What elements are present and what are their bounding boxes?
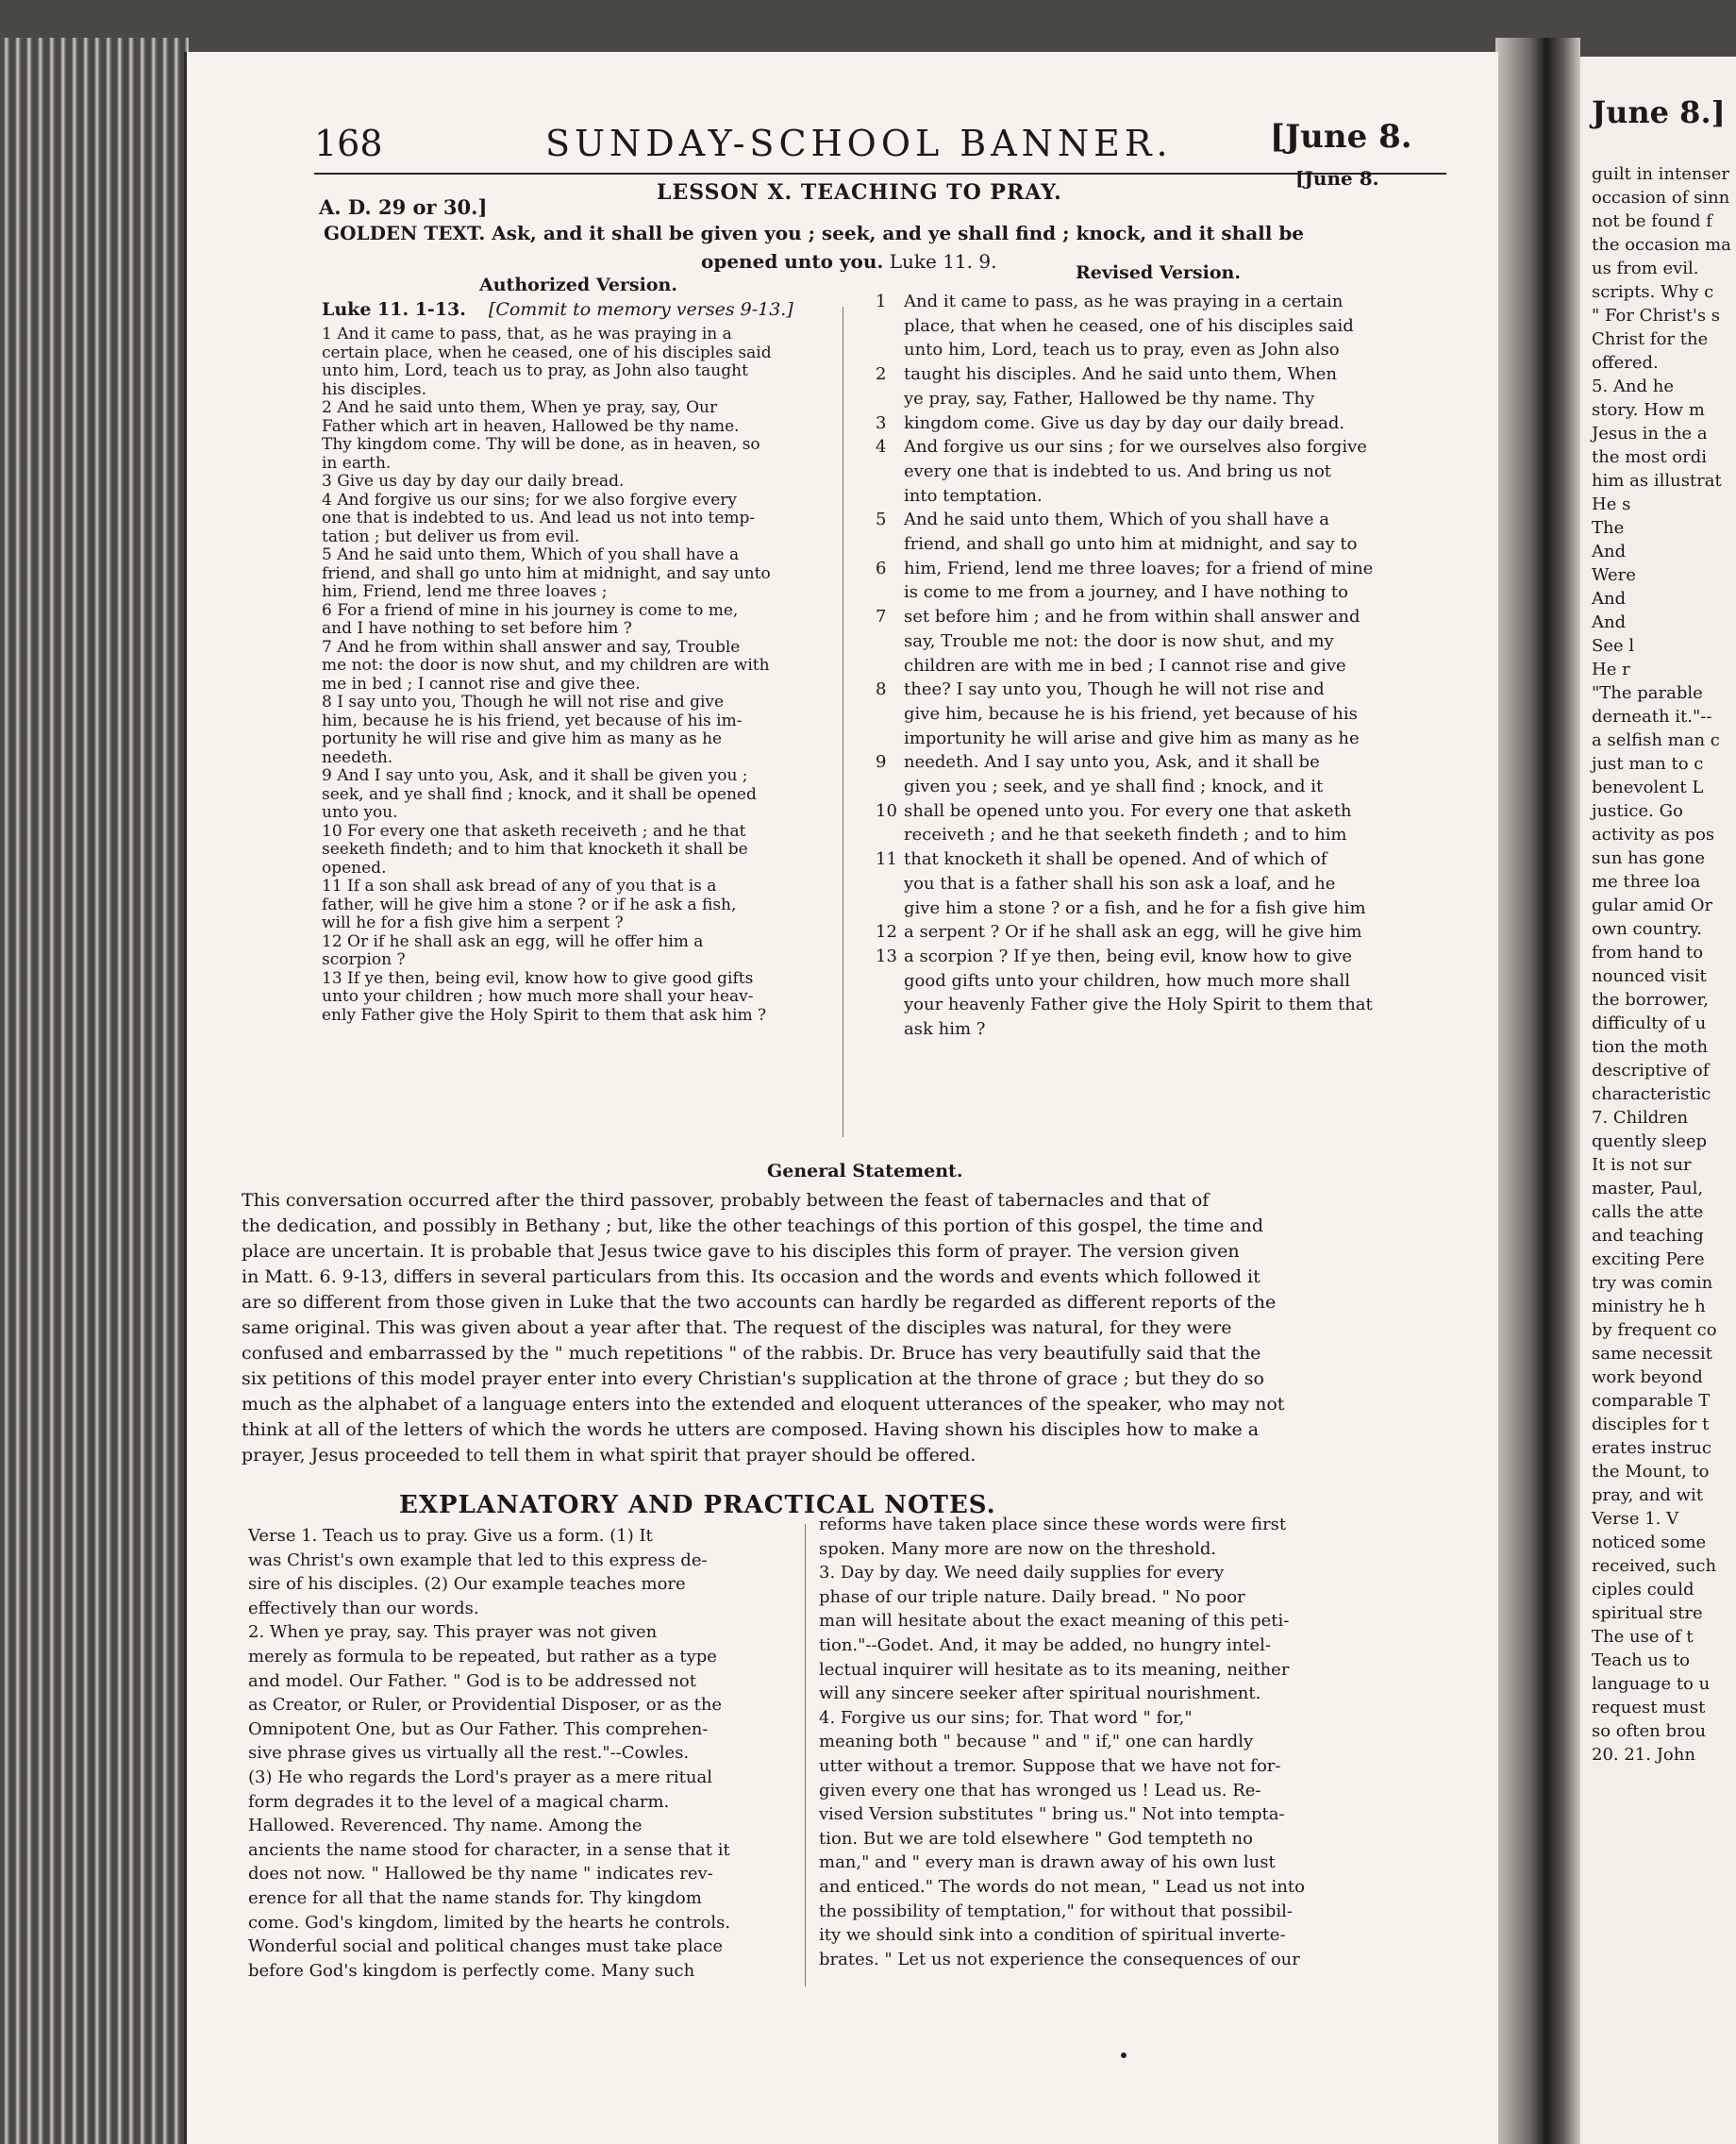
notes-line: phase of our triple nature. Daily bread. " No poor <box>819 1586 1245 1607</box>
authorized-line: in earth. <box>322 453 392 473</box>
right-page-line: It is not sur <box>1592 1155 1692 1175</box>
revised-line-text: kingdom come. Give us day by day our daily bread. <box>904 412 1345 433</box>
book-spine <box>0 38 189 2144</box>
general-statement-line: prayer, Jesus proceeded to tell them in what spirit that prayer should be offered. <box>242 1445 976 1466</box>
revised-line <box>876 823 1373 847</box>
revised-line <box>876 654 1373 678</box>
authorized-line: scorpion ? <box>322 950 406 969</box>
revised-line-text: And forgive us our sins ; for we ourselves also forgive <box>904 437 1367 458</box>
verse-number <box>876 775 904 799</box>
notes-line: Hallowed. Reverenced. Thy name. Among the <box>248 1816 643 1836</box>
lesson-date: A. D. 29 or 30.] <box>319 195 488 219</box>
revised-line <box>876 387 1373 411</box>
general-statement-line: confused and embarrassed by the " much repetitions " of the rabbis. Dr. Bruce has very beautifully said that the <box>242 1343 1261 1364</box>
revised-line <box>876 1017 1373 1042</box>
golden-text-ref: Luke 11. 9. <box>889 250 997 273</box>
notes-line: lectual inquirer will hesitate as to its meaning, neither <box>819 1659 1290 1680</box>
right-page-line: received, such <box>1592 1556 1717 1576</box>
authorized-line: 13 If ye then, being evil, know how to give good gifts <box>322 968 754 988</box>
notes-line: 2. When ye pray, say. This prayer was not given <box>248 1622 658 1643</box>
right-page-line: He s <box>1592 494 1631 514</box>
right-page-line: Teach us to <box>1592 1650 1691 1670</box>
right-page-line: work beyond <box>1592 1367 1703 1387</box>
notes-line: man," and " every man is drawn away of his own lust <box>819 1852 1276 1873</box>
header-rule <box>314 173 1446 175</box>
verse-number: 8 <box>876 679 887 700</box>
right-page-line: 20. 21. John <box>1592 1745 1695 1765</box>
revised-line <box>876 290 1373 314</box>
revised-line-text: ye pray, say, Father, Hallowed be thy name. Thy <box>904 388 1315 409</box>
right-page-line: pray, and wit <box>1592 1485 1704 1505</box>
revised-line-text: give him, because he is his friend, yet because of his <box>904 703 1358 724</box>
right-running-date: June 8.] <box>1592 94 1726 130</box>
notes-line: tion."--Godet. And, it may be added, no hungry intel- <box>819 1634 1271 1655</box>
right-page-line: him as illustrat <box>1592 471 1722 491</box>
revised-line-text: every one that is indebted to us. And bring us not <box>904 461 1332 481</box>
authorized-line: 11 If a son shall ask bread of any of you that is a <box>322 877 717 896</box>
notes-line: will any sincere seeker after spiritual nourishment. <box>819 1683 1261 1704</box>
authorized-line: me in bed ; I cannot rise and give thee. <box>322 674 641 694</box>
right-page-line: the occasion ma <box>1592 235 1731 255</box>
right-page-line: story. How m <box>1592 400 1705 420</box>
verse-number <box>876 969 904 994</box>
revised-line-text: is come to me from a journey, and I have nothing to <box>904 582 1348 603</box>
general-statement-line: much as the alphabet of a language enters into the extended and eloquent utterances of the speaker, who may not <box>242 1394 1285 1415</box>
verse-number: 5 <box>876 510 887 530</box>
revised-line <box>876 362 1373 387</box>
right-page-line: and teaching <box>1592 1226 1704 1246</box>
notes-line: man will hesitate about the exact meaning of this peti- <box>819 1611 1290 1632</box>
authorized-line: him, because he is his friend, yet because of his im- <box>322 711 743 730</box>
verse-number <box>876 727 904 751</box>
revised-line-text: thee? I say unto you, Though he will not rise and <box>904 679 1325 700</box>
verse-number <box>876 460 904 484</box>
general-statement-line: This conversation occurred after the third passover, probably between the feast of tabernacles and that of <box>242 1190 1210 1211</box>
right-page-line: calls the atte <box>1592 1202 1704 1222</box>
authorized-line: me not: the door is now shut, and my children are with <box>322 656 770 675</box>
lesson-title: LESSON X. TEACHING TO PRAY. <box>657 180 1062 205</box>
revised-line <box>876 605 1373 629</box>
verse-number <box>876 993 904 1017</box>
notes-line: 3. Day by day. We need daily supplies for every <box>819 1563 1225 1583</box>
revised-line <box>876 945 1373 969</box>
verse-number <box>876 532 904 557</box>
authorized-line: 4 And forgive us our sins; for we also forgive every <box>322 490 738 510</box>
right-page-line: spiritual stre <box>1592 1603 1703 1623</box>
right-page-line: guilt in intenser <box>1592 164 1729 184</box>
right-page-line: scripts. Why c <box>1592 282 1714 302</box>
right-page-line: Christ for the <box>1592 329 1709 349</box>
authorized-line: friend, and shall go unto him at midnight, and say unto <box>322 563 771 583</box>
revised-line <box>876 508 1373 532</box>
ink-speck <box>1121 2052 1127 2058</box>
notes-line: (3) He who regards the Lord's prayer as a mere ritual <box>248 1767 712 1787</box>
authorized-line: 12 Or if he shall ask an egg, will he offer him a <box>322 931 704 951</box>
general-statement-line: in Matt. 6. 9-13, differs in several particulars from this. Its occasion and the words and events which followed it <box>242 1266 1260 1287</box>
right-page-line: And <box>1592 589 1627 609</box>
right-page-line: so often brou <box>1592 1721 1707 1741</box>
right-page-line: benevolent L <box>1592 778 1704 797</box>
revised-line <box>876 580 1373 605</box>
left-page <box>184 52 1498 2144</box>
verse-number: 12 <box>876 922 897 943</box>
notes-line: sive phrase gives us virtually all the rest."--Cowles. <box>248 1743 690 1764</box>
revised-line-text: into temptation. <box>904 485 1043 506</box>
notes-line: ancients the name stood for character, in a sense that it <box>248 1839 730 1860</box>
right-page-line: not be found f <box>1592 211 1712 231</box>
notes-line: form degrades it to the level of a magical charm. <box>248 1791 670 1812</box>
revised-line-text: your heavenly Father give the Holy Spirit to them that <box>904 995 1373 1015</box>
right-page-line: 5. And he <box>1592 377 1674 396</box>
right-page-line: exciting Pere <box>1592 1249 1705 1269</box>
revised-line-text: needeth. And I say unto you, Ask, and it shall be <box>904 752 1320 773</box>
revised-line <box>876 727 1373 751</box>
authorized-line: enly Father give the Holy Spirit to them that ask him ? <box>322 1005 767 1025</box>
notes-line: before God's kingdom is perfectly come. Many such <box>248 1960 695 1981</box>
right-page-line: offered. <box>1592 353 1659 373</box>
right-page-line: activity as pos <box>1592 825 1715 845</box>
page-number: 168 <box>314 123 383 164</box>
right-page-line: the Mount, to <box>1592 1462 1710 1482</box>
right-page-text <box>1592 162 1731 1767</box>
revised-line <box>876 314 1373 339</box>
right-page-line: comparable T <box>1592 1391 1711 1411</box>
notes-line: was Christ's own example that led to this express de- <box>248 1549 708 1570</box>
notes-line: as Creator, or Ruler, or Providential Disposer, or as the <box>248 1695 723 1716</box>
authorized-line: unto your children ; how much more shall your heav- <box>322 987 754 1006</box>
golden-text-line1: Ask, and it shall be given you ; seek, and ye shall find ; knock, and it shall be <box>492 222 1305 244</box>
right-page-line: ministry he h <box>1592 1297 1706 1316</box>
revised-line <box>876 629 1373 654</box>
right-page-line: us from evil. <box>1592 259 1699 278</box>
revised-line <box>876 435 1373 460</box>
authorized-line: 9 And I say unto you, Ask, and it shall be given you ; <box>322 766 748 785</box>
running-date: [June 8. <box>1270 118 1412 156</box>
right-page-line: try was comin <box>1592 1273 1713 1293</box>
notes-line: brates. " Let us not experience the consequences of our <box>819 1949 1300 1969</box>
general-statement-line: are so different from those given in Luke that the two accounts can hardly be regarded as different reports of the <box>242 1292 1277 1313</box>
right-page-line: noticed some <box>1592 1533 1707 1552</box>
verse-number <box>876 702 904 727</box>
verse-number <box>876 338 904 362</box>
verse-number: 4 <box>876 437 887 458</box>
notes-line: ity we should sink into a condition of spiritual inverte- <box>819 1925 1286 1946</box>
notes-right-column <box>819 1513 1305 1971</box>
right-page-line: just man to c <box>1592 754 1704 774</box>
general-statement-line: same original. This was given about a year after that. The request of the disciples was natural, for they were <box>242 1317 1232 1338</box>
authorized-line: 1 And it came to pass, that, as he was praying in a <box>322 325 732 343</box>
revised-line <box>876 799 1373 824</box>
right-page-line: erates instruc <box>1592 1438 1711 1458</box>
right-page-line: derneath it."-- <box>1592 707 1712 727</box>
authorized-line: 8 I say unto you, Though he will not rise and give <box>322 693 725 712</box>
right-page-line: The <box>1592 518 1625 538</box>
golden-text-label: GOLDEN TEXT. <box>324 222 486 244</box>
authorized-heading: Authorized Version. <box>479 275 677 295</box>
verse-number <box>876 314 904 339</box>
revised-line <box>876 460 1373 484</box>
notes-line: utter without a tremor. Suppose that we have not for- <box>819 1755 1281 1776</box>
notes-line: does not now. " Hallowed be thy name " indicates rev- <box>248 1864 713 1884</box>
right-page-line: occasion of sinn <box>1592 188 1730 208</box>
notes-line: reforms have taken place since these words were first <box>819 1515 1287 1534</box>
verse-number: 13 <box>876 946 897 966</box>
revised-text <box>876 290 1373 1042</box>
right-page-line: He r <box>1592 660 1630 679</box>
authorized-line: seeketh findeth; and to him that knocketh it shall be <box>322 840 748 859</box>
authorized-line: 7 And he from within shall answer and say, Trouble <box>322 637 741 657</box>
right-page-line: descriptive of <box>1592 1061 1710 1080</box>
authorized-line: and I have nothing to set before him ? <box>322 619 632 638</box>
authorized-line: 5 And he said unto them, Which of you shall have a <box>322 545 740 564</box>
revised-line <box>876 532 1373 557</box>
authorized-line: opened. <box>322 858 387 878</box>
right-page-line: sun has gone <box>1592 848 1706 868</box>
authorized-line: certain place, when he ceased, one of his disciples said <box>322 343 772 362</box>
verse-number <box>876 484 904 509</box>
right-page-line: The use of t <box>1592 1627 1694 1647</box>
notes-divider <box>805 1524 806 1986</box>
verse-number: 2 <box>876 364 887 385</box>
general-statement-text <box>242 1188 1284 1468</box>
right-page-line: tion the moth <box>1592 1037 1709 1057</box>
authorized-line: 10 For every one that asketh receiveth ; and he that <box>322 821 746 841</box>
scan-background <box>0 0 1736 57</box>
general-statement-line: six petitions of this model prayer enter into every Christian's supplication at the throne of grace ; but they do so <box>242 1368 1264 1389</box>
notes-line: erence for all that the name stands for. Thy kingdom <box>248 1887 702 1908</box>
right-page-line: Were <box>1592 565 1636 585</box>
authorized-line: 6 For a friend of mine in his journey is come to me, <box>322 600 739 620</box>
right-page-line: 7. Children <box>1592 1108 1689 1128</box>
notes-line: sire of his disciples. (2) Our example teaches more <box>248 1574 686 1595</box>
authorized-text <box>322 326 812 1025</box>
authorized-line: unto you. <box>322 803 398 822</box>
revised-line-text: children are with me in bed ; I cannot rise and give <box>904 655 1346 676</box>
authorized-line: his disciples. <box>322 379 427 399</box>
right-page-line: disciples for t <box>1592 1415 1710 1434</box>
revised-line-text: And it came to pass, as he was praying in a certain <box>904 292 1344 311</box>
verse-number: 9 <box>876 752 887 773</box>
verse-number: 1 <box>876 292 887 311</box>
right-page-line: by frequent co <box>1592 1320 1717 1340</box>
notes-line: Verse 1. Teach us to pray. Give us a form. (1) It <box>248 1526 653 1546</box>
authorized-line: portunity he will rise and give him as many as he <box>322 729 723 748</box>
revised-line-text: friend, and shall go unto him at midnight, and say to <box>904 534 1358 555</box>
general-statement-heading: General Statement. <box>767 1161 963 1181</box>
right-page-line: difficulty of u <box>1592 1013 1707 1033</box>
revised-line <box>876 775 1373 799</box>
revised-line-text: And he said unto them, Which of you shall have a <box>904 510 1329 530</box>
notes-line: and enticed." The words do not mean, " Lead us not into <box>819 1876 1305 1897</box>
verse-number <box>876 654 904 678</box>
right-page-line: nounced visit <box>1592 966 1707 986</box>
authorized-line: one that is indebted to us. And lead us not into temp- <box>322 509 756 528</box>
notes-line: vised Version substitutes " bring us." Not into tempta- <box>819 1804 1285 1825</box>
revised-line-text: unto him, Lord, teach us to pray, even as John also <box>904 340 1340 360</box>
verse-number: 6 <box>876 558 887 578</box>
authorized-line: 3 Give us day by day our daily bread. <box>322 472 625 491</box>
revised-line-text: importunity he will arise and give him as many as he <box>904 728 1360 748</box>
golden-text-line2: opened unto you. <box>701 250 884 273</box>
revised-line-text: you that is a father shall his son ask a loaf, and he <box>904 873 1336 894</box>
notes-line: Omnipotent One, but as Our Father. This comprehen- <box>248 1718 709 1739</box>
revised-line <box>876 557 1373 581</box>
revised-line-text: receiveth ; and he that seeketh findeth ; and to him <box>904 825 1347 846</box>
notes-left-column <box>248 1524 730 1983</box>
notes-line: merely as formula to be repeated, but rather as a type <box>248 1646 717 1667</box>
right-page-line: And <box>1592 612 1627 632</box>
revised-line-text: a serpent ? Or if he shall ask an egg, will he give him <box>904 922 1362 943</box>
revised-line-text: set before him ; and he from within shall answer and <box>904 607 1360 628</box>
right-page-line: own country. <box>1592 919 1702 939</box>
right-page-line: me three loa <box>1592 872 1701 892</box>
notes-line: come. God's kingdom, limited by the hearts he controls. <box>248 1912 731 1933</box>
verse-number: 11 <box>876 849 897 870</box>
right-page-line: " For Christ's s <box>1592 306 1721 326</box>
right-page-line: master, Paul, <box>1592 1179 1704 1198</box>
revised-line-text: shall be opened unto you. For every one that asketh <box>904 800 1352 821</box>
right-page-line: See l <box>1592 636 1635 656</box>
verse-number <box>876 872 904 896</box>
general-statement-line: the dedication, and possibly in Bethany ; but, like the other teachings of this portion of this gospel, the time and <box>242 1215 1264 1236</box>
revised-line <box>876 969 1373 994</box>
revised-line <box>876 896 1373 921</box>
right-page-line: language to u <box>1592 1674 1711 1694</box>
verse-number: 3 <box>876 412 887 433</box>
revised-line <box>876 750 1373 775</box>
right-page-line: "The parable <box>1592 683 1703 703</box>
notes-line: spoken. Many more are now on the threshold. <box>819 1538 1217 1559</box>
right-page-line: Verse 1. V <box>1592 1509 1679 1529</box>
general-statement-line: place are uncertain. It is probable that Jesus twice gave to his disciples this form of prayer. The version given <box>242 1241 1240 1262</box>
verse-number: 10 <box>876 800 897 821</box>
authorized-line: Father which art in heaven, Hallowed be thy name. <box>322 416 740 436</box>
right-page-line: characteristic <box>1592 1084 1711 1104</box>
verse-number <box>876 580 904 605</box>
notes-line: effectively than our words. <box>248 1598 479 1618</box>
right-page-line: justice. Go <box>1592 801 1683 821</box>
revised-line <box>876 872 1373 896</box>
authorized-ref: Luke 11. 1-13. <box>322 299 466 320</box>
revised-line-text: place, that when he ceased, one of his disciples said <box>904 315 1354 336</box>
notes-line: meaning both " because " and " if," one can hardly <box>819 1732 1254 1752</box>
revised-line <box>876 338 1373 362</box>
notes-heading: EXPLANATORY AND PRACTICAL NOTES. <box>399 1491 996 1519</box>
revised-line-text: a scorpion ? If ye then, being evil, know how to give <box>904 946 1353 966</box>
authorized-line: father, will he give him a stone ? or if he ask a fish, <box>322 895 737 914</box>
authorized-line: 2 And he said unto them, When ye pray, say, Our <box>322 398 718 417</box>
revised-line <box>876 678 1373 702</box>
right-page-line: same necessit <box>1592 1344 1712 1364</box>
general-statement-line: think at all of the letters of which the words he utters are composed. Having shown his disciples how to make a <box>242 1419 1260 1440</box>
right-page-line: gular amid Or <box>1592 896 1713 915</box>
revised-line <box>876 993 1373 1017</box>
authorized-line: will he for a fish give him a serpent ? <box>322 913 624 932</box>
right-page-line: And <box>1592 542 1627 561</box>
verse-number <box>876 823 904 847</box>
revised-line-text: that knocketh it shall be opened. And of which of <box>904 849 1327 870</box>
running-head: SUNDAY-SCHOOL BANNER. <box>545 123 1173 164</box>
right-page-line: ciples could <box>1592 1580 1694 1600</box>
lesson-date-right: [June 8. <box>1295 167 1379 190</box>
revised-line-text: give him a stone ? or a fish, and he for a fish give him <box>904 897 1366 918</box>
revised-line-text: ask him ? <box>904 1019 986 1040</box>
revised-line-text: say, Trouble me not: the door is now shut, and my <box>904 630 1334 651</box>
notes-line: 4. Forgive us our sins; for. That word " for," <box>819 1707 1193 1728</box>
notes-line: and model. Our Father. " God is to be addressed not <box>248 1670 697 1691</box>
verse-number <box>876 387 904 411</box>
verse-number <box>876 896 904 921</box>
notes-line: Wonderful social and political changes must take place <box>248 1936 724 1957</box>
verse-number: 7 <box>876 607 887 628</box>
revised-line <box>876 920 1373 945</box>
notes-line: given every one that has wronged us ! Lead us. Re- <box>819 1780 1261 1801</box>
authorized-line: tation ; but deliver us from evil. <box>322 527 580 546</box>
authorized-line: unto him, Lord, teach us to pray, as John also taught <box>322 361 748 380</box>
verse-number <box>876 1017 904 1042</box>
revised-line-text: good gifts unto your children, how much more shall <box>904 970 1351 991</box>
right-page-line: a selfish man c <box>1592 730 1720 750</box>
revised-line <box>876 484 1373 509</box>
authorized-line: seek, and ye shall find ; knock, and it shall be opened <box>322 784 757 804</box>
revised-line <box>876 847 1373 872</box>
book-gutter <box>1495 38 1580 2144</box>
revised-line <box>876 411 1373 436</box>
authorized-line: Thy kingdom come. Thy will be done, as in heaven, so <box>322 435 760 454</box>
authorized-commit: [Commit to memory verses 9-13.] <box>488 299 793 320</box>
revised-heading: Revised Version. <box>1076 262 1241 283</box>
notes-line: the possibility of temptation," for without that possibil- <box>819 1901 1293 1921</box>
right-page-line: from hand to <box>1592 943 1704 963</box>
revised-line <box>876 702 1373 727</box>
authorized-line: needeth. <box>322 747 393 767</box>
notes-line: tion. But we are told elsewhere " God tempteth no <box>819 1828 1253 1849</box>
revised-line-text: given you ; seek, and ye shall find ; knock, and it <box>904 777 1324 797</box>
revised-line-text: him, Friend, lend me three loaves; for a friend of mine <box>904 558 1374 578</box>
right-page-line: the borrower, <box>1592 990 1710 1010</box>
authorized-line: him, Friend, lend me three loaves ; <box>322 582 608 601</box>
verse-number <box>876 629 904 654</box>
right-page-line: request must <box>1592 1698 1706 1717</box>
right-page-line: the most ordi <box>1592 447 1708 467</box>
right-page-line: quently sleep <box>1592 1131 1708 1151</box>
right-page <box>1580 57 1736 2144</box>
right-page-line: Jesus in the a <box>1592 424 1708 444</box>
revised-line-text: taught his disciples. And he said unto them, When <box>904 364 1337 385</box>
